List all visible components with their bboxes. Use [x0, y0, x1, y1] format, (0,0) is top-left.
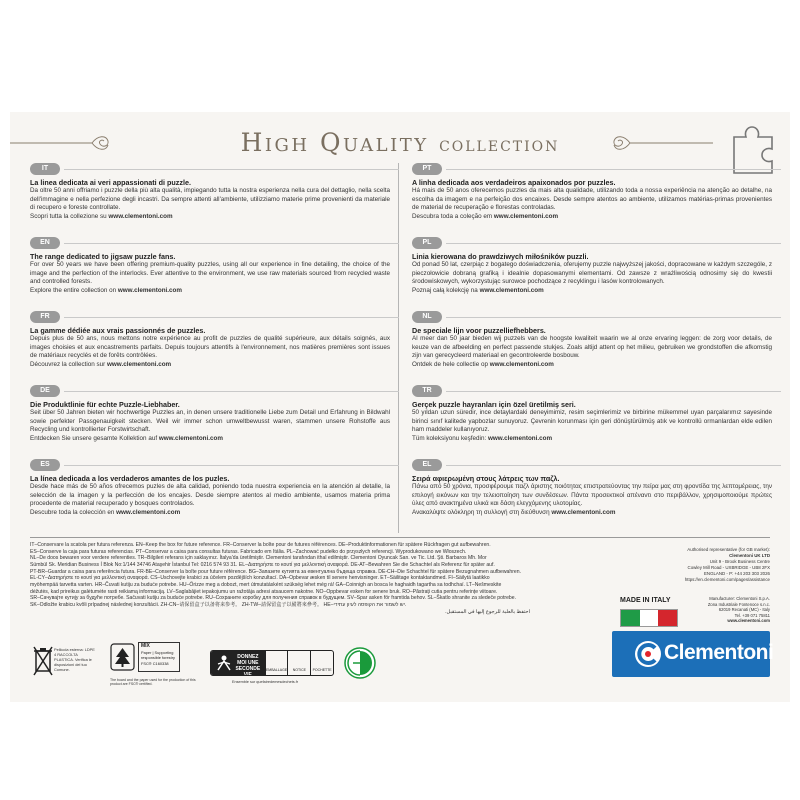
conservation-line: IT–Conservare la scatola per futura referenza. EN–Keep the box for future reference. FR–Conserver la boîte pour de futures références. DE–Produktinformationen für spätere Rückfragen gut aufbewahren. — [30, 542, 491, 548]
made-in-italy-label: MADE IN ITALY — [620, 597, 671, 604]
clementoni-c-logo-icon — [634, 640, 662, 668]
rep-address-line: Cowley Mill Road - UXBRIDGE - UB8 2FX — [687, 565, 770, 570]
lang-heading: A linha dedicada aos verdadeiros apaixonados por puzzles. — [412, 178, 616, 187]
conservation-line: SR–Сачувајте кутију за будуће потребе. Sačuvati kutiju za buduće potrebe. RU–Сохраните коробку для получения справок в будущем. SV–Spar asken för framtida behov. SL–Škatlo shranite za sledeče potrebe. — [30, 595, 516, 602]
lang-code-badge: FR — [30, 311, 60, 323]
rep-website: https://en.clementoni.com/pages/assistance — [684, 577, 770, 582]
bottom-divider — [30, 537, 770, 538]
conservation-line: myöhempää tarvetta varten. HR–Čuvati kutiju za buduće potrebe. HU–Őrizze meg a dobozt, mert útmutatásként szükség lehet még rá! GA–Coinnigh an bosca le haghaidh tagartha sa todhchaí. LT–Nešmeskite — [30, 581, 502, 588]
lang-body: Al meer dan 50 jaar bieden wij puzzels van de hoogste kwaliteit waarin we al onze ervaring leggen: de zorg voor details, de keuze van de afbeelding en perfect passende stukjes. Zoals altijd attent op het milieu, gebruiken we grondstoffen die afkomstig zijn van gerecycleerd materiaal en gecontroleerde bosbouw. Ontdek de hele collectie op www.clementoni.com — [412, 335, 772, 368]
lang-section-pt — [412, 163, 787, 237]
lang-body: Depuis plus de 50 ans, nous mettons notre expérience au profit de puzzles de qualité supérieure, aux détails soignés, aux images choisies et aux encastrements parfaits. Depuis toujours attentifs à l'environnement, nos matières premières sont issues de matériaux recyclés et de forêts contrôlées. Découvrez la collection sur www.clementoni.com — [30, 335, 390, 368]
lang-section-fr — [30, 311, 405, 385]
left-language-column — [30, 163, 405, 533]
flag-green-stripe — [621, 610, 640, 626]
website-link: www.clementoni.com — [117, 286, 183, 294]
fsc-code: FSC® C160338 — [141, 660, 169, 666]
website-link: www.clementoni.com — [158, 434, 223, 442]
lang-body: Da oltre 50 anni offriamo i puzzle della più alta qualità, impiegando tutta la nostra esperienza nella cura del dettaglio, nella scelta dell'immagine e nella perfezione degli incastri. Da sempre attenti all'ambiente, utilizziamo materie prime provenienti da materiale di recupero e foreste controllate. Scopri tutta la collezione su www.clementoni.com — [30, 187, 390, 220]
donnez-cell-notice: NOTICE — [287, 651, 310, 675]
authorised-representative — [600, 547, 770, 583]
conservation-notice — [30, 542, 530, 615]
mfr-line: Zona Industriale Fontenoce s.n.c. — [707, 601, 770, 607]
conservation-line: EL-CY–Διατηρήστε το κουτί για μελλοντική αναφορά. CS–Uschovejte krabici za účelem pozdějších konzultací. DA–Opbevar æsken til senere henvisninger. ET–Säilitage kontaktandmed. FI–Säilytä laatikko — [30, 575, 490, 582]
flag-white-stripe — [640, 610, 659, 626]
fsc-note: The board and the paper used for the production of this product are FSC® certified. — [110, 678, 196, 687]
fsc-line: responsible forestry — [141, 655, 175, 660]
lang-heading: La linea dedicata ai veri appassionati di puzzle. — [30, 178, 191, 187]
mfr-line: www.clementoni.com — [727, 618, 770, 624]
lang-code-badge: DE — [30, 385, 60, 397]
packaging-disposal-text: Pellicola esterna: LDPE 4 RACCOLTA PLASTICA. Verifica le disposizioni del tuo Comune. — [54, 647, 95, 672]
italy-flag-icon — [620, 609, 678, 627]
manufacturer-info — [688, 596, 770, 624]
lang-section-de — [30, 385, 405, 459]
lang-heading: Σειρά αφιερωμένη στους λάτρεις των παζλ. — [412, 474, 560, 483]
lang-body: Há mais de 50 anos oferecemos puzzles da mais alta qualidade, utilizando toda a nossa experiência na atenção ao detalhe, na escolha da imagem e na perfeição dos encaixes. Desde sempre atentos ao ambiente, utilizamos matérias-primas provenientes de material de recuperação e florestas controladas. Descubra toda a coleção em www.clementoni.com — [412, 187, 772, 220]
lang-code-badge: PL — [412, 237, 442, 249]
green-dot-recycle-icon — [343, 646, 377, 680]
conservation-line: Sümbül Sk. Meridian Business İ Blok No:1/144 34746 Ataşehir İstanbul Tel: 0216 574 93 31. EL–Διατηρήστε το κουτί για μελλοντική αναφορά. DE-AT–Bewahren Sie die Schachtel als Referenz für später auf. — [30, 561, 495, 568]
lang-body: 50 yıldan uzun süredir, ince detaylardaki deneyimimiz, resim seçimlerimiz ve birbirine mükemmel uyan parçalarımız sayesinde birinci sınıf kalitede yapbozlar sunuyoruz. Çevrenin korunması için geri dönüştürülmüş atık ve kontrollü ormanlardan elde edilen ham maddeler kullanıyoruz. Tüm koleksiyonu keşfedin: www.clementoni.com — [412, 409, 772, 442]
website-link: www.clementoni.com — [116, 508, 181, 516]
lang-heading: De speciale lijn voor puzzelliefhebbers. — [412, 326, 546, 335]
rep-address-line: Unit 9 - Brook Business Centre — [709, 559, 770, 564]
lang-code-badge: EN — [30, 237, 60, 249]
conservation-line: NL–De doos bewaren voor verdere referenties. TR–Bilgileri referans için saklayınız. İtalya'da üretilmiştir. Clementoni tarafından ithal edilmiştir. Clementoni Oyuncak San. ve Tic. Ltd. Şti. Barbaros Mh. Mor — [30, 555, 487, 562]
title-collection: collection — [439, 132, 560, 156]
lang-heading: La línea dedicada a los verdaderos amantes de los puzles. — [30, 474, 230, 483]
lang-heading: Die Produktlinie für echte Puzzle-Liebhaber. — [30, 400, 180, 409]
website-link: www.clementoni.com — [108, 212, 173, 220]
lang-code-badge: EL — [412, 459, 442, 471]
donnez-heading: DONNEZ MOI UNE SECONDE VIE — [211, 651, 265, 675]
lang-body: Seit über 50 Jahren bieten wir hochwertige Puzzles an, in denen unsere traditionelle Liebe zum Detail und Erfahrung in Bildwahl sowie perfekter Passgenauigkeit stecken. Weil wir immer schon umweltbewusst waren, stammen unsere Rohstoffe aus Recycling und kontrollierter Forstwirtschaft. Entdecken Sie unsere gesamte Kollektion auf www.clementoni.com — [30, 409, 390, 442]
lang-section-el — [412, 459, 787, 533]
lang-heading: Linia kierowana do prawdziwych miłośników puzzli. — [412, 252, 589, 261]
donnez-cell-box: EMBALLAGE — [265, 651, 288, 675]
conservation-line: dėžutės, kad prireikus galėtumėte rasti reikiamą informaciją. LV–Saglabājiet iepakojumu un ražotāja adresi atsaucem nakotne. NO–Oppbevar esken for senere bruk. RO–Păstrați cutia pentru referințe viitoare. — [30, 588, 498, 595]
lang-section-en — [30, 237, 405, 311]
lang-body: For over 50 years we have been offering premium-quality puzzles, using all our experience in fine detailing, the choice of the image and the perfection of the interlocks. Ever attentive to the environment, we use raw materials sourced from recycled waste and controlled forests. Explore the entire collection on www.clementoni.com — [30, 261, 390, 294]
lang-section-nl — [412, 311, 787, 385]
website-link: www.clementoni.com — [551, 508, 616, 516]
right-ornament-icon — [610, 130, 715, 156]
lang-code-badge: PT — [412, 163, 442, 175]
conservation-line-arabic: احتفظ بالعلبة للرجوع إليها في المستقبل. — [445, 608, 530, 615]
fsc-mix: MIX — [141, 643, 150, 649]
flag-red-stripe — [658, 610, 677, 626]
mfr-line: Tel. +39 071 75811 — [734, 612, 770, 618]
mfr-line: 62019 Recanati (MC) - Italy — [718, 607, 770, 613]
donnez-cell-bag: POCHETTE — [310, 651, 333, 675]
lang-code-badge: IT — [30, 163, 60, 175]
lang-section-tr — [412, 385, 787, 459]
lang-body: Desde hace más de 50 años ofrecemos puzles de alta calidad, poniendo toda nuestra experiencia en la atención al detalle, la selección de la imagen y la perfección de los encajes. Desde siempre atentos al medio ambiente, usamos materia prima procedente de material recuperado y bosques controlados. Descubre toda la colección en www.clementoni.com — [30, 483, 390, 516]
lang-section-pl — [412, 237, 787, 311]
rep-name: Clementoni UK LTD — [729, 553, 770, 558]
website-link: www.clementoni.com — [487, 434, 553, 442]
website-link: www.clementoni.com — [479, 286, 544, 294]
crossed-bin-icon — [32, 645, 54, 679]
lang-heading: Gerçek puzzle hayranları için özel üretilmiş seri. — [412, 400, 576, 409]
lang-heading: La gamme dédiée aux vrais passionnés de puzzles. — [30, 326, 206, 335]
lang-code-badge: NL — [412, 311, 442, 323]
mfr-line: Manufacturer: Clementoni S.p.A. — [709, 596, 770, 601]
fsc-mix-label — [138, 642, 180, 672]
lang-body: Od ponad 50 lat, czerpiąc z bogatego doświadczenia, oferujemy puzzle najwyższej jakości, dopracowane w każdym szczególe, z pieczołowicie dobraną grafiką i idealnie dopasowanymi elementami. Od zawsze z wrażliwością odnosimy się do kwestii środowiskowych, wykorzystując surowce pochodzące z recyklingu i lasów kontrolowanych. Poznaj całą kolekcję na www.clementoni.com — [412, 261, 772, 294]
website-link: www.clementoni.com — [489, 360, 554, 368]
lang-section-it — [30, 163, 405, 237]
fsc-tree-icon — [110, 643, 135, 671]
website-link: www.clementoni.com — [107, 360, 172, 368]
right-language-column — [412, 163, 787, 533]
lang-code-badge: ES — [30, 459, 60, 471]
rep-address-line: ENGLAND - P: +44 203 303 2026 — [703, 571, 770, 576]
fsc-line: Paper | Supporting — [141, 649, 174, 655]
donnez-note: Ensemble sur quefairedemesdechets.fr — [232, 680, 299, 684]
conservation-line: ES–Conserve la caja para futuras referencias. PT–Conservar a caixa para consultas futuras. Fabricado em Itália. PL–Zachować pudełko do przyszłych referencji. Wyprodukowano we Włoszech. — [30, 548, 467, 555]
lang-code-badge: TR — [412, 385, 442, 397]
conservation-line: PT-BR–Guardar a caixa para referência futura. FR-BE–Conserver la boîte pour future référence. BG–Запазете кутията за евентуална бъдеща справка. DE-CH–Die Schachtel für spätere Bezugnahmen aufbewahren. — [30, 568, 521, 575]
lang-section-es — [30, 459, 405, 533]
triman-icon — [214, 652, 234, 672]
clementoni-wordmark: Clementoni — [664, 641, 774, 664]
conservation-line: SK–Odložte krabicu kvôli prípadnej následnej konzultácii. ZH-CN–请保留盒子以备将来参考。 ZH-TW–請保留盒子以備將來參考。 HE–יש לשמור את הקופסה לעיון עתידי. — [30, 601, 407, 608]
website-link: www.clementoni.com — [493, 212, 559, 220]
rep-label: Authorised representative (for GB market): — [687, 547, 770, 552]
lang-body: Πάνω από 50 χρόνια, προσφέρουμε παζλ άριστης ποιότητας επιστρατεύοντας την πείρα μας στη φροντίδα της λεπτομέρειας, την επιλογή εικόνων και την τελειοποίηση των συνδέσεων. Πάντα προσεκτικοί απέναντι στο περιβάλλον, χρησιμοποιούμε πρώτες ύλες από ανακτημένα υλικά και δάση ελεγχόμενης υλοτομίας. Ανακαλύψτε ολόκληρη τη συλλογή στη διεύθυνση www.clementoni.com — [412, 483, 772, 516]
title-main: High Quality — [240, 128, 429, 157]
lang-heading: The range dedicated to jigsaw puzzle fans. — [30, 252, 176, 261]
